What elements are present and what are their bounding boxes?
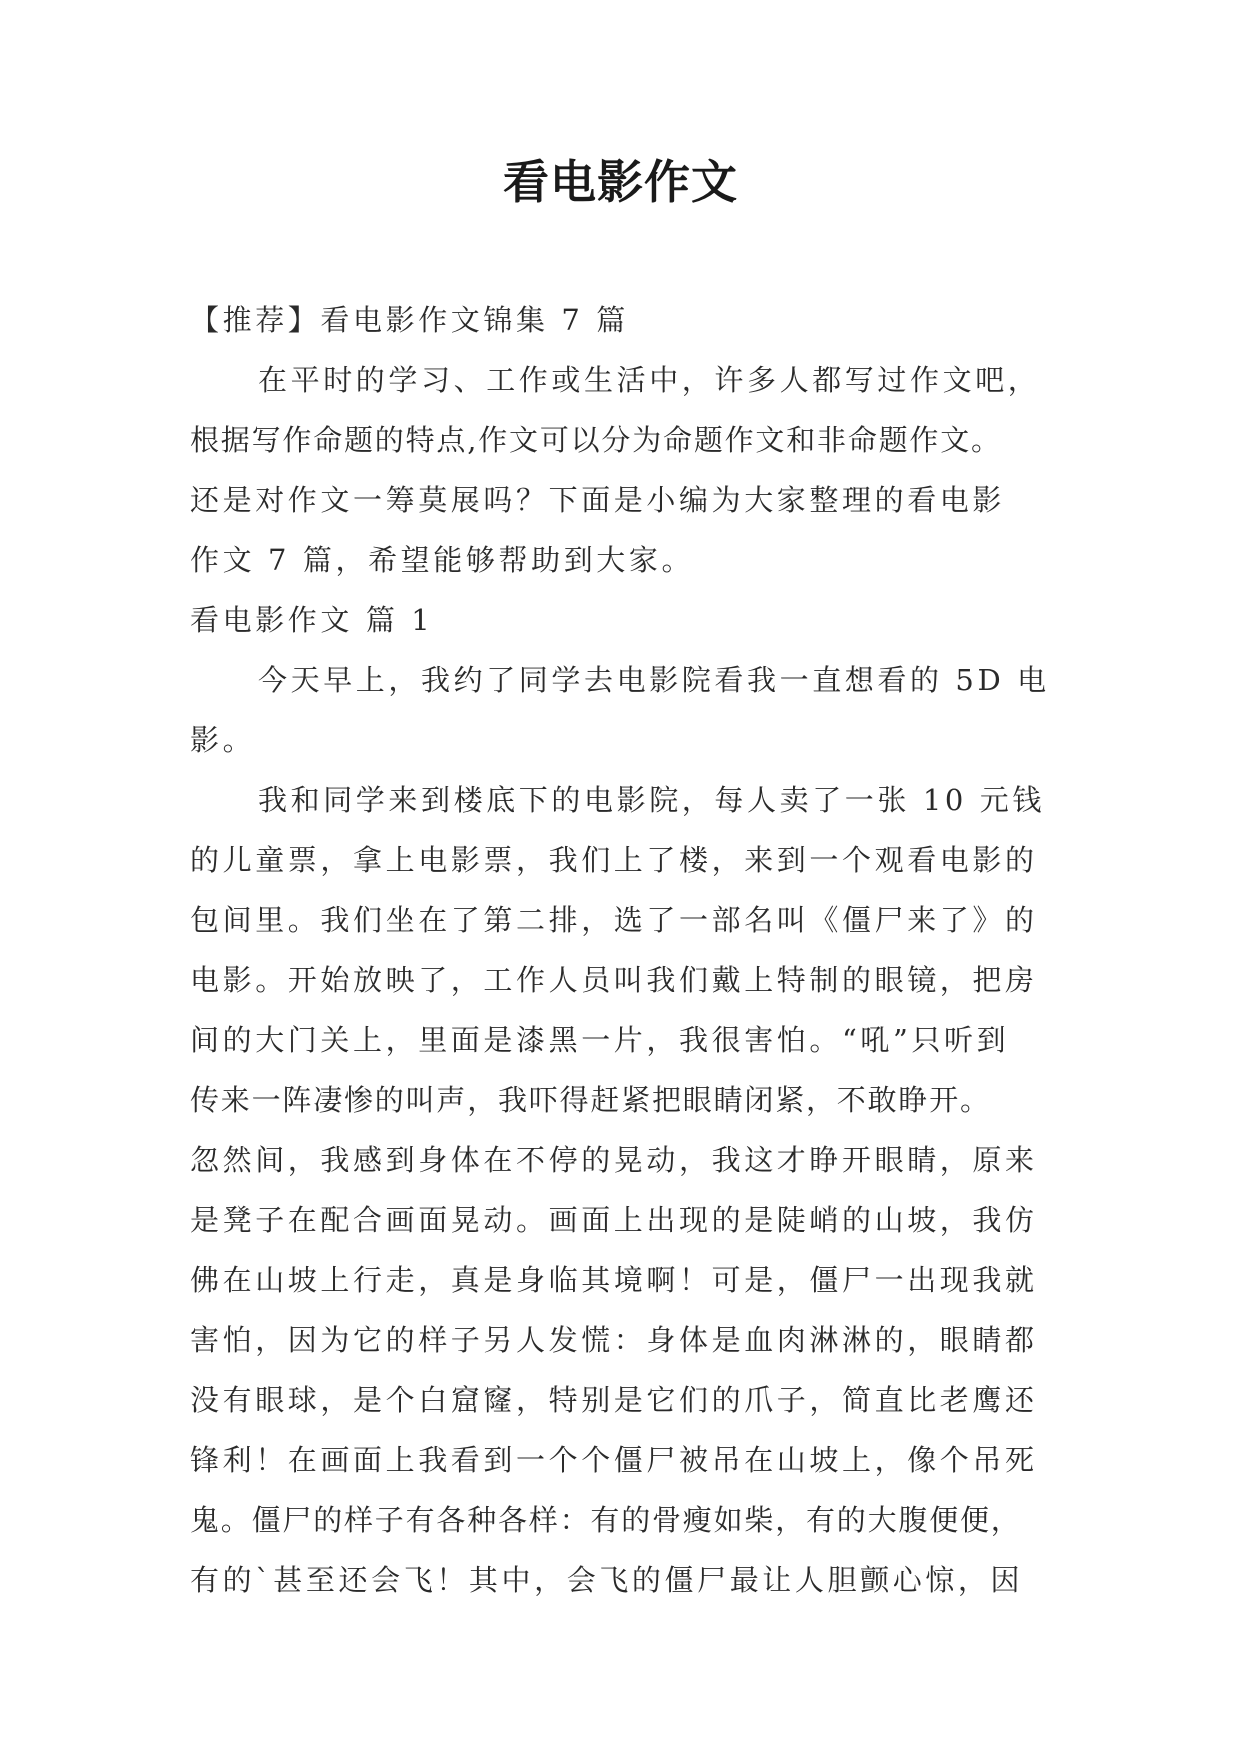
text-line-16: 是凳子在配合画面晃动。画面上出现的是陡峭的山坡，我仿 (190, 1203, 1038, 1237)
section-heading-1: 看电影作文 篇 1 (190, 603, 434, 637)
text-line-13: 间的大门关上，里面是漆黑一片，我很害怕。“吼”只听到 (190, 1023, 1010, 1057)
text-line-10: 的儿童票，拿上电影票，我们上了楼，来到一个观看电影的 (190, 843, 1038, 877)
text-line-14: 传来一阵凄惨的叫声，我吓得赶紧把眼睛闭紧，不敢睁开。 (190, 1083, 991, 1117)
text-line-8: 影。 (190, 723, 256, 757)
text-line-5: 作文 7 篇，希望能够帮助到大家。 (190, 543, 695, 577)
document-body (190, 290, 1070, 1610)
text-line-2: 在平时的学习、工作或生活中，许多人都写过作文吧， (258, 363, 1041, 397)
text-line-17: 佛在山坡上行走，真是身临其境啊！可是，僵尸一出现我就 (190, 1263, 1038, 1297)
text-line-20: 锋利！在画面上我看到一个个僵尸被吊在山坡上，像个吊死 (190, 1443, 1038, 1477)
text-line-1: 【推荐】看电影作文锦集 7 篇 (190, 303, 629, 337)
document-title: 看电影作文 (503, 155, 738, 209)
text-line-3: 根据写作命题的特点,作文可以分为命题作文和非命题作文。 (190, 423, 1002, 457)
text-line-18: 害怕，因为它的样子另人发慌：身体是血肉淋淋的，眼睛都 (190, 1323, 1038, 1357)
text-line-9: 我和同学来到楼底下的电影院，每人卖了一张 10 元钱 (258, 783, 1045, 817)
text-line-11: 包间里。我们坐在了第二排，选了一部名叫《僵尸来了》的 (190, 903, 1038, 937)
text-line-15: 忽然间，我感到身体在不停的晃动，我这才睁开眼睛，原来 (190, 1143, 1038, 1177)
text-line-21: 鬼。僵尸的样子有各种各样：有的骨瘦如柴，有的大腹便便， (190, 1503, 1022, 1537)
text-line-22: 有的`甚至还会飞！其中，会飞的僵尸最让人胆颤心惊，因 (190, 1563, 1024, 1597)
text-line-7: 今天早上，我约了同学去电影院看我一直想看的 5D 电 (258, 663, 1050, 697)
text-line-4: 还是对作文一筹莫展吗？下面是小编为大家整理的看电影 (190, 483, 1006, 517)
text-line-12: 电影。开始放映了，工作人员叫我们戴上特制的眼镜，把房 (190, 963, 1038, 997)
text-line-19: 没有眼球，是个白窟窿，特别是它们的爪子，简直比老鹰还 (190, 1383, 1038, 1417)
